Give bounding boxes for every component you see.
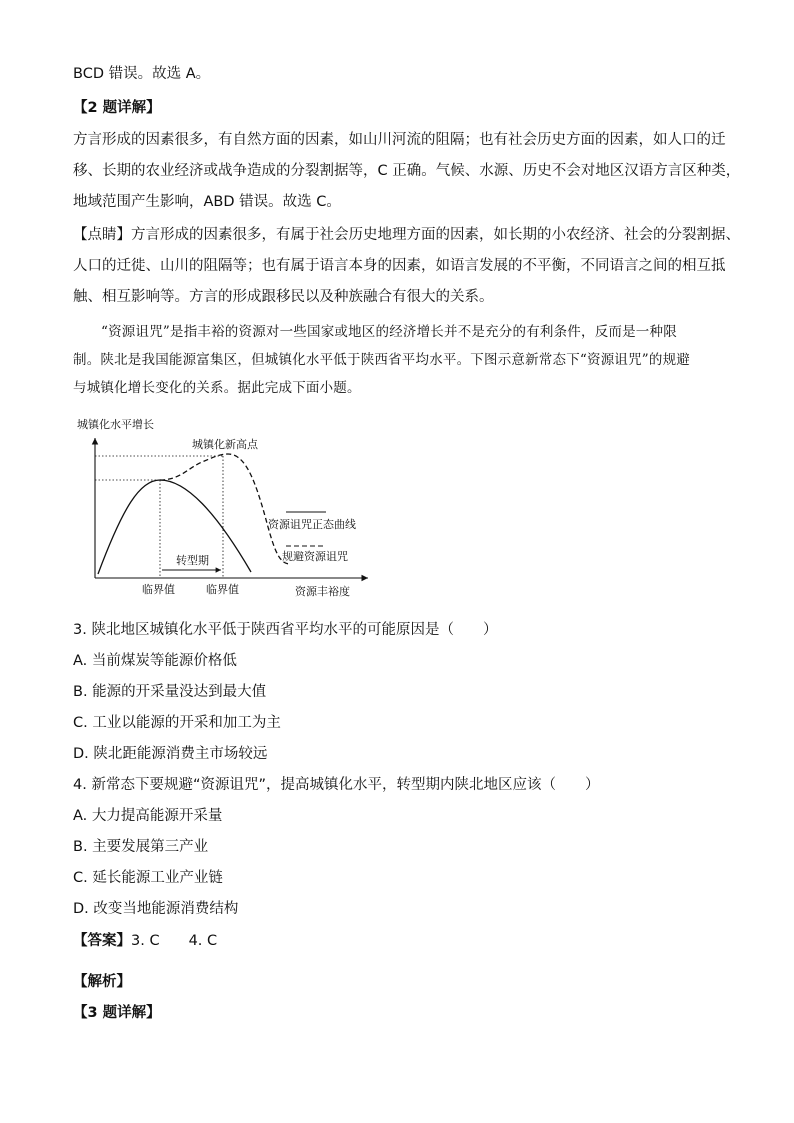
text-line: 【点睛】方言形成的因素很多，有属于社会历史地理方面的因素，如长期的小农经济、社会的分裂割据、 bbox=[73, 227, 740, 243]
legend-dashed-label: 规避资源诅咒 bbox=[282, 550, 348, 563]
critical-label-1: 临界值 bbox=[142, 583, 175, 596]
x-axis-label: 资源丰裕度 bbox=[295, 585, 350, 598]
legend-solid-label: 资源诅咒正态曲线 bbox=[268, 518, 356, 531]
text-line: 移、长期的农业经济或战争造成的分裂割据等，C 正确。气候、水源、历史不会对地区汉语方言区种类， bbox=[73, 163, 741, 179]
question-4-option-a: A. 大力提高能源开采量 bbox=[73, 808, 223, 824]
passage-line: “资源诅咒”是指丰裕的资源对一些国家或地区的经济增长并不是充分的有利条件，反而是一种限 bbox=[101, 324, 677, 340]
question-3-option-b: B. 能源的开采量没达到最大值 bbox=[73, 684, 267, 700]
text-line: BCD 错误。故选 A。 bbox=[73, 66, 211, 82]
answer-text: 3. C 4. C bbox=[131, 933, 218, 949]
question-4-option-c: C. 延长能源工业产业链 bbox=[73, 870, 223, 886]
text-line: 人口的迁徙、山川的阻隔等；也有属于语言本身的因素，如语言发展的不平衡，不同语言之间的相互抵 bbox=[73, 258, 726, 274]
analysis-heading: 【解析】 bbox=[73, 974, 131, 990]
section-heading: 【2 题详解】 bbox=[73, 100, 161, 116]
text-line: 方言形成的因素很多，有自然方面的因素，如山川河流的阻隔；也有社会历史方面的因素，如人口的迁 bbox=[73, 132, 726, 148]
answer-label: 【答案】 bbox=[73, 933, 131, 949]
question-3-option-a: A. 当前煤炭等能源价格低 bbox=[73, 653, 237, 669]
text-line: 触、相互影响等。方言的形成跟移民以及种族融合有很大的关系。 bbox=[73, 289, 494, 305]
question-4-option-d: D. 改变当地能源消费结构 bbox=[73, 901, 239, 917]
question-4-stem: 4. 新常态下要规避“资源诅咒”，提高城镇化水平，转型期内陕北地区应该（ ） bbox=[73, 777, 600, 793]
resource-curse-figure bbox=[68, 412, 388, 608]
question-4-option-b: B. 主要发展第三产业 bbox=[73, 839, 209, 855]
resource-curse-curve bbox=[98, 480, 251, 574]
passage-line: 与城镇化增长变化的关系。据此完成下面小题。 bbox=[73, 380, 361, 396]
transition-label: 转型期 bbox=[176, 554, 209, 567]
text-line: 地域范围产生影响，ABD 错误。故选 C。 bbox=[73, 194, 341, 210]
passage-line: 制。陕北是我国能源富集区，但城镇化水平低于陕西省平均水平。下图示意新常态下“资源诅咒”的规避 bbox=[73, 352, 691, 368]
critical-label-2: 临界值 bbox=[206, 583, 239, 596]
detail-3-heading: 【3 题详解】 bbox=[73, 1005, 161, 1021]
answer-row bbox=[73, 931, 217, 951]
question-3-option-d: D. 陕北距能源消费主市场较远 bbox=[73, 746, 268, 762]
avoid-curse-curve bbox=[160, 454, 290, 564]
new-high-label: 城镇化新高点 bbox=[192, 438, 258, 451]
question-3-stem: 3. 陕北地区城镇化水平低于陕西省平均水平的可能原因是（ ） bbox=[73, 622, 498, 638]
y-axis-label: 城镇化水平增长 bbox=[77, 418, 154, 431]
question-3-option-c: C. 工业以能源的开采和加工为主 bbox=[73, 715, 281, 731]
